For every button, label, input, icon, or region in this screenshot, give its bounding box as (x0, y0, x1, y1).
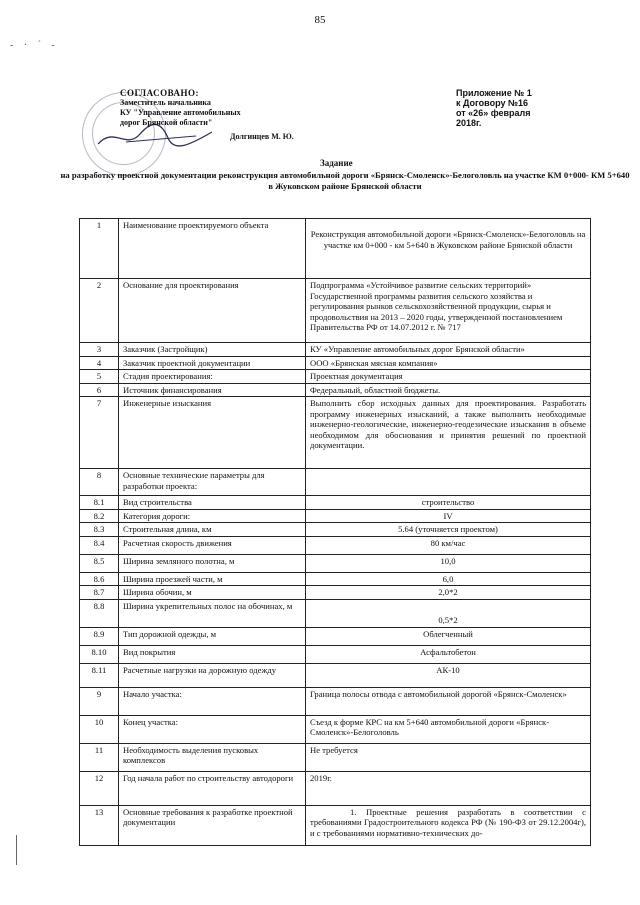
approval-line: Заместитель начальника (120, 98, 211, 107)
table-row (80, 687, 591, 715)
row-number: 8.1 (80, 496, 119, 510)
row-value: Съезд к форме КРС на км 5+640 автомобильной дороги «Брянск-Смоленск»-Белоголовль (306, 715, 591, 743)
row-name: Заказчик (Застройщик) (119, 343, 306, 357)
row-name: Ширина обочин, м (119, 586, 306, 600)
row-number: 9 (80, 687, 119, 715)
row-name: Вид покрытия (119, 645, 306, 663)
row-name: Основные технические параметры для разработки проекта: (119, 469, 306, 496)
document-subtitle: на разработку проектной документации реконструкция автомобильной дороги «Брянск-Смоленск»-Белоголовль на участке КМ 0+000- КМ 5+640 в Жуковском районе Брянской области (60, 170, 630, 191)
table-row (80, 715, 591, 743)
scan-marks: - · ´ - (10, 40, 59, 51)
document-title: Задание (320, 158, 353, 168)
table-row (80, 663, 591, 687)
row-number: 11 (80, 743, 119, 771)
row-value: КУ «Управление автомобильных дорог Брянской области» (306, 343, 591, 357)
row-name: Стадия проектирования: (119, 370, 306, 384)
row-value: Реконструкция автомобильной дороги «Брянск-Смоленск»-Белоголовль на участке км 0+000 - км 5+640 в Жуковском районе Брянской области (306, 219, 591, 279)
row-name: Наименование проектируемого объекта (119, 219, 306, 279)
row-value: 0,5*2 (306, 599, 591, 627)
task-table (79, 218, 591, 846)
table-row (80, 279, 591, 343)
approval-signatory: Долгинцев М. Ю. (230, 132, 294, 141)
table-row (80, 805, 591, 845)
row-value: 1. Проектные решения разработать в соответствии с требованиями Градостроительного кодекса РФ (№ 190-ФЗ от 29.12.2004г), и с требованиями нормативно-технических до- (306, 805, 591, 845)
row-value: 2,0*2 (306, 586, 591, 600)
row-number: 8.2 (80, 509, 119, 523)
row-name: Тип дорожной одежды, м (119, 627, 306, 645)
row-number: 4 (80, 356, 119, 370)
row-number: 8.3 (80, 523, 119, 537)
row-name: Инженерные изыскания (119, 397, 306, 469)
row-value: Подпрограмма «Устойчивое развитие сельских территорий» Государственной программы развития сельского хозяйства и регулирования рынков сельскохозяйственной продукции, сырья и продовольствия на 2013 – 2020 годы, утвержденной постановлением Правительства РФ от 14.07.2012 г. № 717 (306, 279, 591, 343)
row-number: 3 (80, 343, 119, 357)
row-value: Проектная документация (306, 370, 591, 384)
annex-date: от «26» февраля (456, 108, 531, 118)
row-number: 6 (80, 383, 119, 397)
table-row (80, 586, 591, 600)
row-name: Расчетные нагрузки на дорожную одежду (119, 663, 306, 687)
table-row (80, 645, 591, 663)
row-number: 13 (80, 805, 119, 845)
row-number: 10 (80, 715, 119, 743)
table-row (80, 397, 591, 469)
table-row (80, 771, 591, 805)
row-name: Строительная длина, км (119, 523, 306, 537)
table-row (80, 219, 591, 279)
table-row (80, 627, 591, 645)
row-number: 8.8 (80, 599, 119, 627)
row-value: Граница полосы отвода с автомобильной дорогой «Брянск-Смоленск» (306, 687, 591, 715)
row-name: Источник финансирования (119, 383, 306, 397)
row-name: Заказчик проектной документации (119, 356, 306, 370)
row-name: Начало участка: (119, 687, 306, 715)
row-name: Ширина земляного полотна, м (119, 554, 306, 572)
row-name: Вид строительства (119, 496, 306, 510)
approval-line: КУ "Управление автомобильных (120, 108, 241, 117)
table-row (80, 370, 591, 384)
row-value: Асфальтобетон (306, 645, 591, 663)
row-number: 5 (80, 370, 119, 384)
table-row (80, 356, 591, 370)
table-row (80, 536, 591, 554)
row-number: 8.11 (80, 663, 119, 687)
row-number: 12 (80, 771, 119, 805)
row-name: Ширина проезжей части, м (119, 572, 306, 586)
row-value: IV (306, 509, 591, 523)
row-value: Федеральный, областной бюджеты. (306, 383, 591, 397)
approval-line: дорог Брянской области" (120, 118, 213, 127)
row-name: Необходимость выделения пусковых комплексов (119, 743, 306, 771)
table-row (80, 343, 591, 357)
row-number: 8.6 (80, 572, 119, 586)
table-row (80, 554, 591, 572)
row-number: 8 (80, 469, 119, 496)
row-value: 10,0 (306, 554, 591, 572)
row-number: 8.5 (80, 554, 119, 572)
row-name: Год начала работ по строительству автодороги (119, 771, 306, 805)
annex-block (456, 88, 532, 128)
approval-heading: СОГЛАСОВАНО: (120, 88, 200, 98)
table-row (80, 743, 591, 771)
row-name: Конец участка: (119, 715, 306, 743)
row-number: 7 (80, 397, 119, 469)
row-value: строительство (306, 496, 591, 510)
row-value: ООО «Брянская мясная компания» (306, 356, 591, 370)
row-name: Категория дороги: (119, 509, 306, 523)
page-number: 85 (314, 14, 326, 26)
approval-block (120, 88, 294, 142)
row-number: 8.4 (80, 536, 119, 554)
row-value: 5.64 (уточняется проектом) (306, 523, 591, 537)
row-number: 8.10 (80, 645, 119, 663)
row-value: 80 км/час (306, 536, 591, 554)
row-number: 2 (80, 279, 119, 343)
row-number: 8.9 (80, 627, 119, 645)
row-name: Расчетная скорость движения (119, 536, 306, 554)
row-value: Не требуется (306, 743, 591, 771)
row-number: 1 (80, 219, 119, 279)
table-row (80, 523, 591, 537)
table-row (80, 383, 591, 397)
row-name: Основание для проектирования (119, 279, 306, 343)
row-number: 8.7 (80, 586, 119, 600)
table-row (80, 496, 591, 510)
row-value: 6,0 (306, 572, 591, 586)
row-value: Выполнить сбор исходных данных для проектирования. Разработать программу инженерных изысканий, а также выполнить необходимые инженерно-геологические, инженерно-геодезические изыскания в объеме необходимом для обоснования и принятия решений по проектной документации. (306, 397, 591, 469)
annex-year: 2018г. (456, 118, 482, 128)
row-name: Основные требования к разработке проектной документации (119, 805, 306, 845)
scan-edge-line (16, 835, 17, 865)
table-row (80, 599, 591, 627)
row-value: АК-10 (306, 663, 591, 687)
table-row (80, 572, 591, 586)
annex-title: Приложение № 1 (456, 88, 532, 98)
annex-contract: к Договору №16 (456, 98, 528, 108)
table-row (80, 509, 591, 523)
row-value: Облегченный (306, 627, 591, 645)
row-value (306, 469, 591, 496)
table-row (80, 469, 591, 496)
row-value: 2019г. (306, 771, 591, 805)
row-name: Ширина укрепительных полос на обочинах, м (119, 599, 306, 627)
